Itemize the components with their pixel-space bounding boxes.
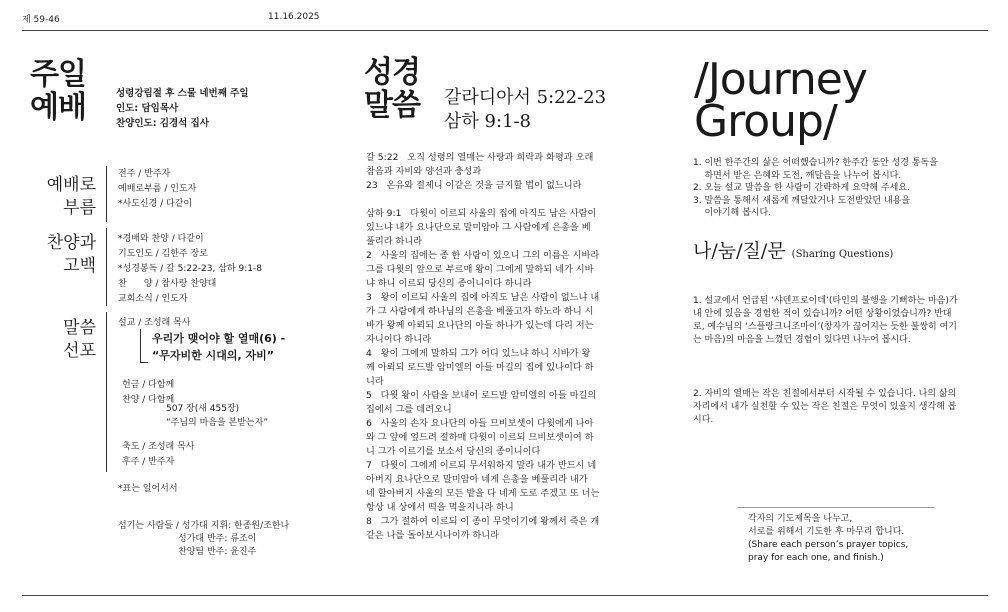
- issue-number: 제 59-46: [22, 15, 60, 25]
- scripture-reading: *성경봉독 / 갈 5:22-23, 삼하 9:1-8: [118, 264, 262, 274]
- scripture-references: [444, 86, 606, 134]
- choir-anthem: 찬 양 / 참사랑 찬양대: [118, 279, 217, 289]
- sharing-question-2: 2. 자비의 열매는 작은 친절에서부터 시작될 수 있습니다. 나의 삶의 자리에서 내가 실천할 수 있는 작은 친절은 무엇이 있을지 생각해 봅시다.: [693, 389, 957, 425]
- journey-questions: [693, 157, 963, 220]
- sharing-questions-heading: [693, 236, 893, 263]
- service-info: [116, 86, 249, 131]
- praise-leader: 찬양인도: 김경석 집사: [116, 118, 210, 129]
- offering: 헌금 / 다함께: [122, 380, 175, 390]
- servers-3: 찬양팀 반주: 윤진주: [178, 547, 257, 557]
- hymn: 찬양 / 다함께: [122, 395, 175, 405]
- sharing-title: 나/눔/질/문: [693, 240, 786, 262]
- divider-word: [106, 312, 107, 472]
- hymn-details: [166, 402, 268, 430]
- journey-group-title: /Journey Group/: [694, 54, 867, 147]
- church-news: 교회소식 / 인도자: [118, 294, 188, 304]
- sermon-line: 설교 / 조성래 목사: [118, 318, 191, 328]
- worship-praise: *경배와 찬양 / 다같이: [118, 234, 204, 244]
- servers-2: 성가대 반주: 류조이: [178, 534, 257, 544]
- sermon-title: 우리가 맺어야 할 열매(6) - “무자비한 시대의, 자비”: [152, 332, 286, 362]
- sharing-subtitle: (Sharing Questions): [791, 249, 894, 260]
- top-rule: [22, 30, 988, 31]
- section-praise-confession: 찬양과 고백: [46, 233, 96, 276]
- journey-question-2: 2. 오늘 설교 말씀을 한 사람이 간략하게 요약해 주세요.: [693, 183, 910, 193]
- journey-question-3: 3. 말씀을 통해서 새롭게 깨달았거나 도전받았던 내용을 이야기해 봅시다.: [693, 195, 911, 218]
- order-call: [118, 167, 196, 212]
- scripture-title: 성경 말씀: [364, 55, 420, 123]
- divider-praise: [106, 228, 107, 306]
- bottom-rule: [22, 595, 988, 596]
- divider-call: [106, 166, 107, 222]
- journey-question-1: 1. 이번 한주간의 삶은 어떠했습니까? 한주간 동안 성경 통독을 하면서 받은 은혜와 도전, 깨달음을 나누어 봅시다.: [693, 158, 938, 181]
- scripture-ref-samuel: 삼하 9:1-8: [444, 111, 532, 132]
- prelude: 전주 / 반주자: [118, 169, 171, 179]
- bulletin-date: 11.16.2025: [268, 12, 320, 22]
- closing-rule: [738, 507, 934, 508]
- scripture-ref-galatians: 갈라디아서 5:22-23: [444, 87, 607, 108]
- service-day: 성령강림절 후 스물 네번째 주일: [116, 88, 249, 99]
- sharing-question-1: 1. 설교에서 언급된 ‘샤덴프로이데’(타인의 불행을 기뻐하는 마음)가 내 안에 있음을 경험한 적이 있습니까? 어떤 상황이었습니까? 반대로, 예수님의 ‘스플랑크니조마이’(창자가 끊어지는 듯한 불쌍히 여기는 마음)의 마음을 느꼈던 경험이 있다면 나누어 봅시다.: [693, 296, 958, 345]
- apostles-creed: *사도신경 / 다같이: [118, 199, 193, 209]
- section-word: 말씀 선포: [63, 318, 96, 361]
- order-praise: [118, 232, 262, 307]
- divider-sermon-tick: [140, 362, 148, 363]
- postlude: 후주 / 반주자: [122, 457, 175, 467]
- order-closing: [122, 440, 194, 470]
- hymn-number: 507 장(새 455장): [166, 404, 240, 414]
- servers-1: 섬기는 사람들 / 성가대 지휘: 한종원/조한나: [118, 521, 290, 531]
- scripture-text: 갈 5:22 오직 성령의 열매는 사랑과 희락과 화평과 오래 참음과 자비와 양선과 충성과 23 온유와 절제니 이같은 것을 금지할 법이 없느니라 삼하 9:1 다윗이 이르되 사울의 집에 아직도 남은 사람이 있느냐 내가 요나단으로 말미암아 그 사람에게 은총을 베 풀리라 하니라 2 사울의 집에는 종 한 사람이 있으니 그의 이름은 시바라 그를 다윗의 앞으로 부르매 왕이 그에게 말하되 네가 시바 냐 하니 이르되 당신의 종이니이다 하니라 3 왕이 이르되 사울의 집에 아직도 남은 사람이 없느냐 내 가 그 사람에게 하나님의 은총을 베풀고자 하노라 하니 시 바가 왕께 아뢰되 요나단의 아들 하나가 있는데 다리 저는 자니이다 하니라 4 왕이 그에게 말하되 그가 어디 있느냐 하니 시바가 왕 께 아뢰되 로드발 암미엘의 아들 마길의 집에 있나이다 하 니라 5 다윗 왕이 사람을 보내어 로드발 암미엘의 아들 마길의 집에서 그를 데려오니 6 사울의 손자 요나단의 아들 므비보셋이 다윗에게 나아 와 그 앞에 엎드려 절하매 다윗이 이르되 므비보셋이여 하 니 그가 이르기를 보소서 당신의 종이니이다 7 다윗이 그에게 이르되 무서워하지 말라 내가 반드시 네 아버지 요나단으로 말미암아 네게 은총을 베풀리라 내가 네 할아버지 사울의 모든 밭을 다 네게 도로 주겠고 또 너는 항상 내 상에서 떡을 먹을지니라 하니 8 그가 절하여 이르되 이 종이 무엇이기에 왕께서 죽은 개 같은 나를 돌아보시나이까 하니라: [366, 152, 600, 541]
- closing-prayer: 각자의 기도제목을 나누고, 서로를 위해서 기도한 후 마무리 합니다. (Share each person’s prayer topics, pray for each one, and finish.): [748, 514, 909, 563]
- hymn-title: “주님의 마음을 본받는자”: [166, 418, 268, 428]
- stand-note: *표는 일어서서: [118, 484, 178, 494]
- worship-title: 주일 예배: [30, 57, 86, 125]
- benediction: 축도 / 조성래 목사: [122, 442, 195, 452]
- section-call-to-worship: 예배로 부름: [46, 175, 96, 218]
- service-leader: 인도: 담임목사: [116, 103, 179, 114]
- prayer-leader: 기도인도 / 김한주 장로: [118, 249, 208, 259]
- divider-sermon: [140, 329, 141, 363]
- call-to-worship: 예배로부름 / 인도자: [118, 184, 197, 194]
